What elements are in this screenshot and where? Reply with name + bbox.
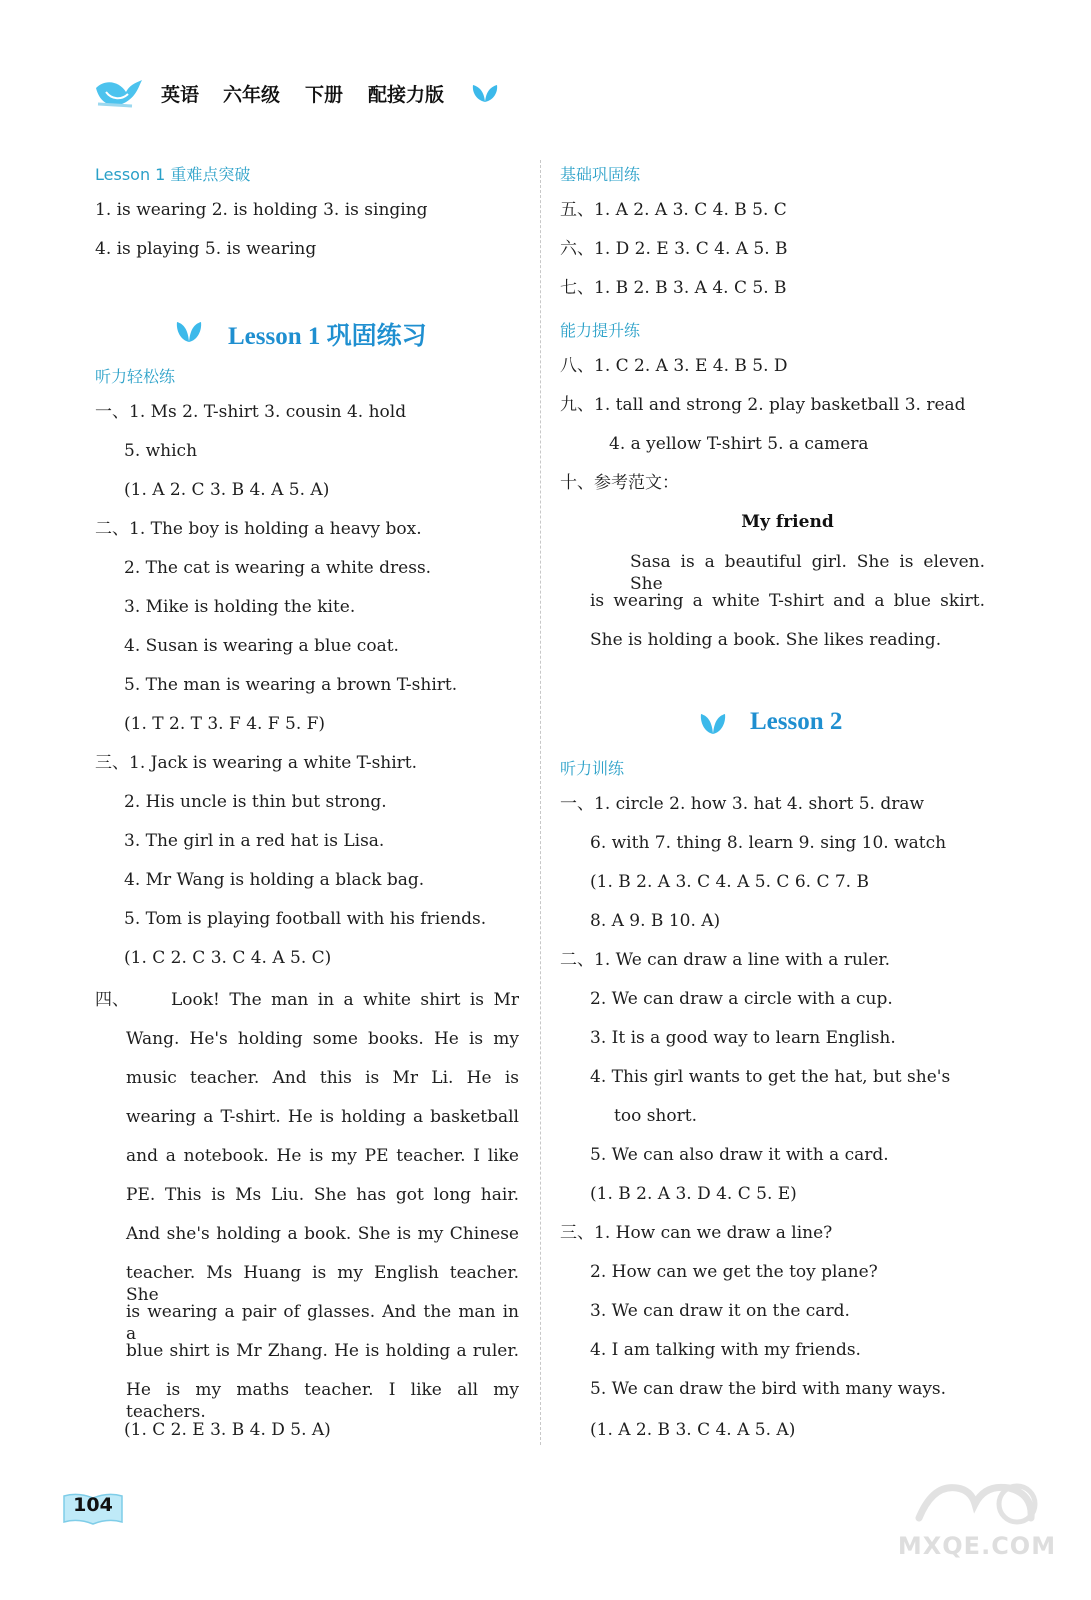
essay-line: She is holding a book. She likes reading. (590, 630, 942, 650)
paragraph-line: blue shirt is Mr Zhang. He is holding a ruler. (126, 1341, 519, 1361)
essay-title: My friend (741, 512, 834, 532)
header-volume: 下册 (305, 84, 344, 106)
answer-line: 2. The cat is wearing a white dress. (124, 558, 432, 578)
paragraph-line: is wearing a pair of glasses. And the man in a (126, 1302, 519, 1344)
answer-line: 二、1. The boy is holding a heavy box. (95, 519, 422, 539)
column-divider (540, 160, 541, 1445)
essay-line: Sasa is a beautiful girl. She is eleven. She (630, 552, 985, 594)
answer-line: 6. with 7. thing 8. learn 9. sing 10. watch (590, 833, 947, 853)
answer-line: 4. a yellow T-shirt 5. a camera (609, 434, 869, 454)
answer-line: 八、1. C 2. A 3. E 4. B 5. D (560, 356, 788, 376)
answer-line: 九、1. tall and strong 2. play basketball 3. read (560, 395, 966, 415)
answer-line: 3. The girl in a red hat is Lisa. (124, 831, 385, 851)
answer-line: 十、参考范文： (560, 473, 679, 493)
watermark (893, 1478, 1061, 1562)
answer-line: too short. (614, 1106, 697, 1126)
answer-line: 2. We can draw a circle with a cup. (590, 989, 893, 1009)
paragraph-line: wearing a T-shirt. He is holding a basketball (126, 1107, 519, 1127)
paragraph-line: And she's holding a book. She is my Chinese (126, 1224, 519, 1244)
header-grade: 六年级 (223, 84, 281, 106)
paragraph-line: Wang. He's holding some books. He is my (126, 1029, 519, 1049)
part4-label: 四、 (95, 990, 129, 1010)
paragraph-line: music teacher. And this is Mr Li. He is (126, 1068, 519, 1088)
answer-line: 4. Mr Wang is holding a black bag. (124, 870, 425, 890)
answer-line: 3. We can draw it on the card. (590, 1301, 850, 1321)
basic-section-title: 基础巩固练 (560, 165, 641, 184)
header-subject: 英语 (161, 84, 200, 106)
answer-line: 4. Susan is wearing a blue coat. (124, 636, 399, 656)
answer-line: 3. Mike is holding the kite. (124, 597, 356, 617)
ability-section-title: 能力提升练 (560, 321, 641, 340)
leaf-icon (174, 318, 204, 344)
answer-line: (1. B 2. A 3. C 4. A 5. C 6. C 7. B (590, 872, 869, 892)
answer-line: (1. T 2. T 3. F 4. F 5. F) (124, 714, 326, 734)
answer-line: 一、1. Ms 2. T-shirt 3. cousin 4. hold (95, 402, 407, 422)
bird-logo-icon (92, 74, 144, 110)
answer-line: 二、1. We can draw a line with a ruler. (560, 950, 891, 970)
page-number-badge (62, 1490, 124, 1526)
answer-line: (1. B 2. A 3. D 4. C 5. E) (590, 1184, 797, 1204)
answer-line: 4. is playing 5. is wearing (95, 239, 317, 259)
answer-line: 2. His uncle is thin but strong. (124, 792, 387, 812)
leaf-icon (470, 82, 500, 104)
answer-line: 三、1. How can we draw a line? (560, 1223, 833, 1243)
essay-line: is wearing a white T-shirt and a blue skirt. (590, 591, 985, 611)
answer-line: 5. We can also draw it with a card. (590, 1145, 889, 1165)
answer-line: 8. A 9. B 10. A) (590, 911, 721, 931)
lesson1-title: Lesson 1 巩固练习 (228, 323, 427, 350)
paragraph-line: and a notebook. He is my PE teacher. I like (126, 1146, 519, 1166)
lesson-focus-title: Lesson 1 重难点突破 (95, 165, 251, 184)
answer-line: 2. How can we get the toy plane? (590, 1262, 878, 1282)
answer-line: 4. I am talking with my friends. (590, 1340, 861, 1360)
answer-line: (1. A 2. C 3. B 4. A 5. A) (124, 480, 330, 500)
page-number: 104 (73, 1494, 113, 1516)
lesson2-title: Lesson 2 (750, 708, 843, 735)
paragraph-line: He is my maths teacher. I like all my teachers. (126, 1380, 519, 1422)
answer-line: (1. C 2. E 3. B 4. D 5. A) (124, 1420, 331, 1440)
leaf-icon (698, 710, 728, 736)
answer-line: 1. is wearing 2. is holding 3. is singing (95, 200, 428, 220)
answer-line: 六、1. D 2. E 3. C 4. A 5. B (560, 239, 788, 259)
answer-line: (1. A 2. B 3. C 4. A 5. A) (590, 1420, 796, 1440)
paragraph-line: teacher. Ms Huang is my English teacher. She (126, 1263, 519, 1305)
answer-line: 5. We can draw the bird with many ways. (590, 1379, 947, 1399)
answer-line: 三、1. Jack is wearing a white T-shirt. (95, 753, 418, 773)
listening-section-title: 听力轻松练 (95, 367, 176, 386)
watermark-text: MXQE.COM (897, 1532, 1057, 1560)
paragraph-line: Look! The man in a white shirt is Mr (171, 990, 519, 1010)
watermark-logo-icon (913, 1478, 1043, 1530)
answer-line: 5. Tom is playing football with his friends. (124, 909, 487, 929)
answer-line: 一、1. circle 2. how 3. hat 4. short 5. draw (560, 794, 925, 814)
answer-line: 5. which (124, 441, 198, 461)
answer-line: 五、1. A 2. A 3. C 4. B 5. C (560, 200, 787, 220)
paragraph-line: PE. This is Ms Liu. She has got long hair. (126, 1185, 519, 1205)
header-edition: 配接力版 (368, 84, 445, 106)
answer-line: 3. It is a good way to learn English. (590, 1028, 896, 1048)
answer-line: 七、1. B 2. B 3. A 4. C 5. B (560, 278, 787, 298)
answer-line: 5. The man is wearing a brown T-shirt. (124, 675, 458, 695)
answer-line: (1. C 2. C 3. C 4. A 5. C) (124, 948, 332, 968)
answer-line: 4. This girl wants to get the hat, but she's (590, 1067, 951, 1087)
listening-training-title: 听力训练 (560, 759, 625, 778)
